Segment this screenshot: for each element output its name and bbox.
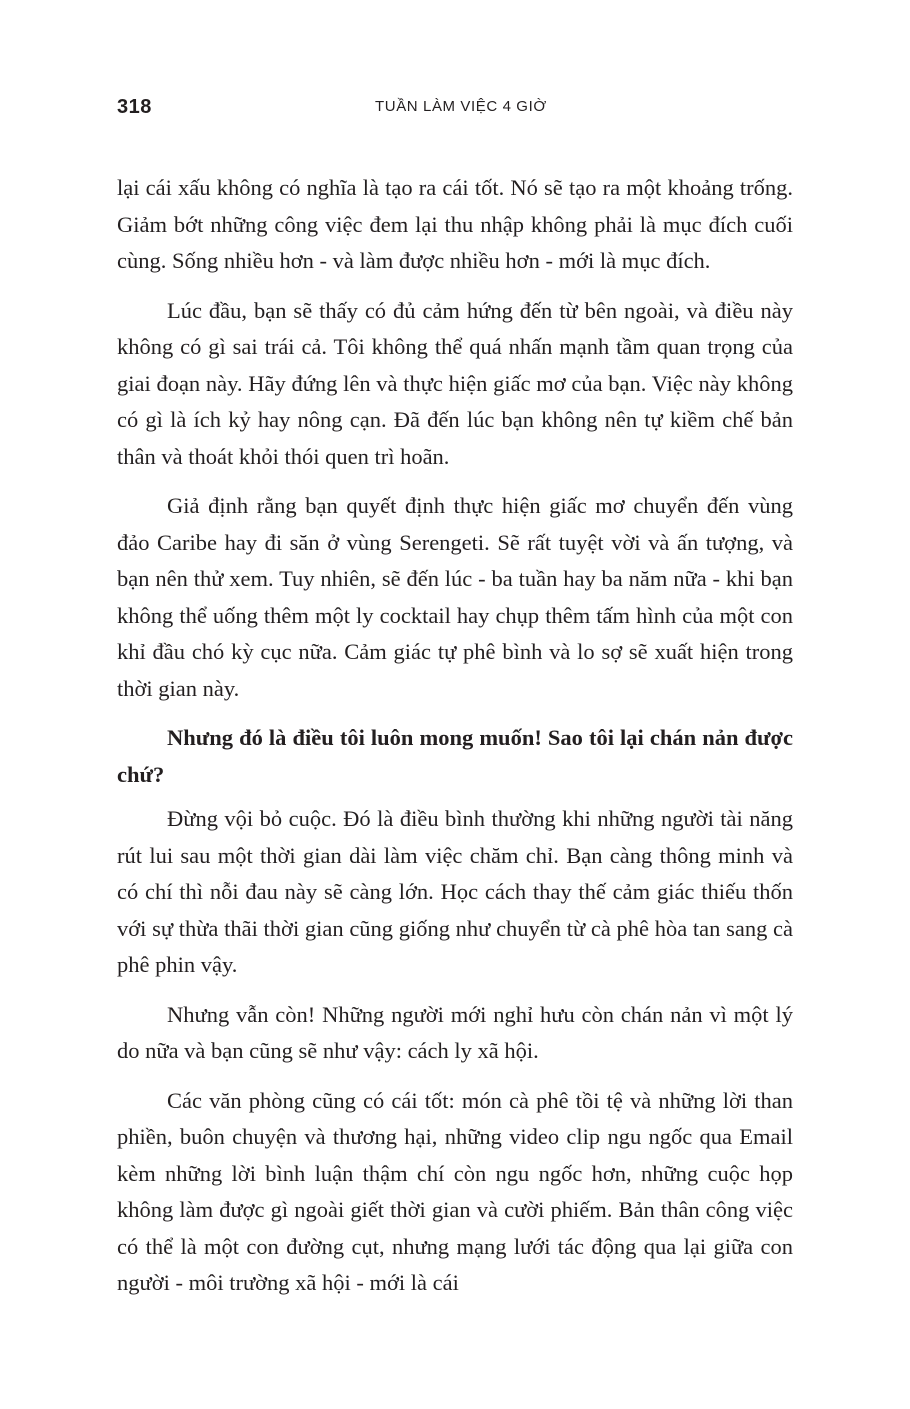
paragraph: Nhưng vẫn còn! Những người mới nghỉ hưu còn chán nản vì một lý do nữa và bạn cũng sẽ như vậy: cách ly xã hội. [117,1001,793,1063]
running-title: TUẦN LÀM VIỆC 4 GIỜ [375,98,547,115]
paragraph: Các văn phòng cũng có cái tốt: món cà phê tồi tệ và những lời than phiền, buôn chuyện và thương hại, những video clip ngu ngốc qua Email kèm những lời bình luận thậm chí còn ngu ngốc hơn, những cuộc họp không làm được gì ngoài giết thời gian và cười phiếm. Bản thân công việc có thể là một con đường cụt, nhưng mạng lưới tác động qua lại giữa con người - môi trường xã hội - mới là cái [117,1087,793,1295]
page-number: 318 [117,96,152,118]
section-question-heading: Nhưng đó là điều tôi luôn mong muốn! Sao tôi lại chán nản được chứ? [117,725,793,787]
paragraph: Đừng vội bỏ cuộc. Đó là điều bình thường khi những người tài năng rút lui sau một thời gian dài làm việc chăm chỉ. Bạn càng thông minh và có chí thì nỗi đau này sẽ càng lớn. Học cách thay thế cảm giác thiếu thốn với sự thừa thãi thời gian cũng giống như chuyển từ cà phê hòa tan sang cà phê phin vậy. [117,806,793,977]
page-body [117,170,793,1315]
page-header [117,96,793,124]
paragraph: Giả định rằng bạn quyết định thực hiện giấc mơ chuyển đến vùng đảo Caribe hay đi săn ở vùng Serengeti. Sẽ rất tuyệt vời và ấn tượng, và bạn nên thử xem. Tuy nhiên, sẽ đến lúc - ba tuần hay ba năm nữa - khi bạn không thể uống thêm một ly cocktail hay chụp thêm tấm hình của một con khỉ đầu chó kỳ cục nữa. Cảm giác tự phê bình và lo sợ sẽ xuất hiện trong thời gian này. [117,493,793,701]
paragraph: Lúc đầu, bạn sẽ thấy có đủ cảm hứng đến từ bên ngoài, và điều này không có gì sai trái cả. Tôi không thể quá nhấn mạnh tầm quan trọng của giai đoạn này. Hãy đứng lên và thực hiện giấc mơ của bạn. Việc này không có gì là ích kỷ hay nông cạn. Đã đến lúc bạn không nên tự kiềm chế bản thân và thoát khỏi thói quen trì hoãn. [117,297,793,469]
paragraph-continued: lại cái xấu không có nghĩa là tạo ra cái tốt. Nó sẽ tạo ra một khoảng trống. Giảm bớt những công việc đem lại thu nhập không phải là mục đích cuối cùng. Sống nhiều hơn - và làm được nhiều hơn - mới là mục đích. [117,175,793,273]
